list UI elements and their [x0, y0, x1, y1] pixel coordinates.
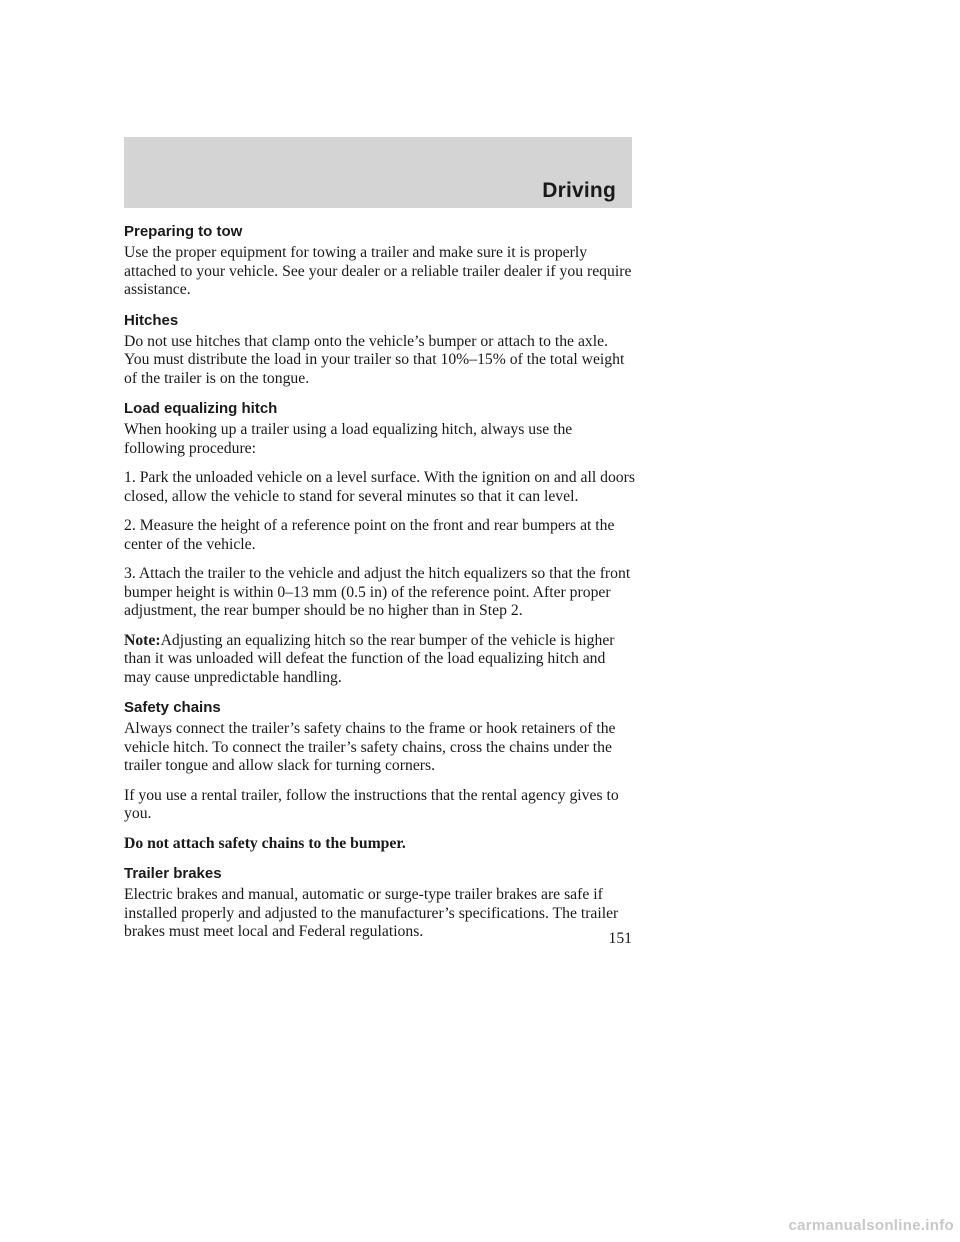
section-header-band	[124, 137, 632, 208]
section-title: Driving	[542, 179, 616, 202]
heading-hitches: Hitches	[124, 311, 179, 329]
paragraph: Electric brakes and manual, automatic or surge-type trailer brakes are safe if installed properly and adjusted to the manufacturer’s specifications. The trailer brakes must meet local and Federal regulations.	[124, 886, 619, 940]
heading-load-equalizing-hitch: Load equalizing hitch	[124, 400, 278, 417]
paragraph: Always connect the trailer’s safety chains to the frame or hook retainers of the vehicle hitch. To connect the trailer’s safety chains, cross the chains under the trailer tongue and allow slack for turning corners.	[124, 720, 616, 774]
paragraph: If you use a rental trailer, follow the instructions that the rental agency gives to you.	[124, 786, 619, 822]
watermark: carmanualsonline.info	[788, 1217, 954, 1234]
warning-paragraph: Do not attach safety chains to the bumper.	[124, 834, 406, 852]
page-number: 151	[608, 930, 632, 947]
step-2: 2. Measure the height of a reference point on the front and rear bumpers at the center of the vehicle.	[124, 517, 615, 553]
paragraph: Do not use hitches that clamp onto the vehicle’s bumper or attach to the axle. You must distribute the load in your trailer so that 10%–15% of the total weight of the trailer is on the tongue.	[124, 332, 625, 387]
paragraph: Use the proper equipment for towing a trailer and make sure it is properly attached to your vehicle. See your dealer or a reliable trailer dealer if you require assistance.	[124, 244, 632, 298]
heading-preparing-to-tow: Preparing to tow	[124, 223, 243, 240]
note-text: Adjusting an equalizing hitch so the rear bumper of the vehicle is higher than it was unloaded will defeat the function of the load equalizing hitch and may cause unpredictable handling.	[124, 631, 615, 686]
step-3: 3. Attach the trailer to the vehicle and adjust the hitch equalizers so that the front bumper height is within 0–13 mm (0.5 in) of the reference point. After proper adjustment, the rear bumper should be no higher than in Step 2.	[124, 565, 631, 619]
note-label: Note:	[124, 631, 161, 649]
page-content	[124, 222, 636, 953]
paragraph: When hooking up a trailer using a load equalizing hitch, always use the following procedure:	[124, 421, 573, 457]
note-paragraph	[124, 632, 636, 688]
step-1: 1. Park the unloaded vehicle on a level surface. With the ignition on and all doors closed, allow the vehicle to stand for several minutes so that it can level.	[124, 469, 635, 505]
heading-trailer-brakes: Trailer brakes	[124, 865, 222, 882]
heading-safety-chains: Safety chains	[124, 699, 221, 716]
